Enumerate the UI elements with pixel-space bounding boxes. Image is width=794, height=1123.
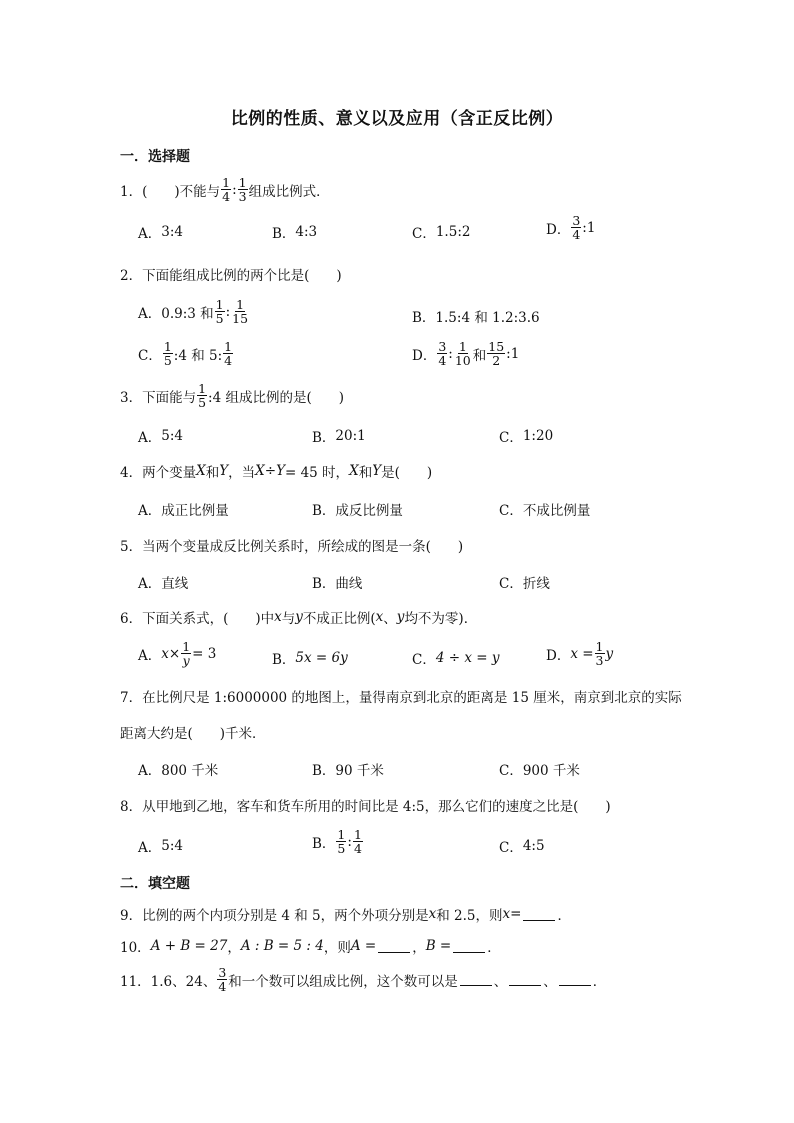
expression: y (605, 645, 614, 662)
option-text: 成正比例量 (161, 503, 229, 519)
fraction-denominator: 5 (198, 395, 207, 411)
variable: X (196, 463, 206, 479)
option-text: 5:4 (161, 838, 183, 854)
option-a[interactable] (138, 426, 183, 446)
variable: x (274, 609, 282, 625)
option-c[interactable] (412, 648, 499, 668)
colon: : (232, 181, 237, 198)
fraction (217, 966, 227, 993)
fraction-denominator: 15 (232, 311, 249, 327)
option-a[interactable] (138, 298, 250, 325)
question-text: ， (227, 940, 241, 956)
fraction (163, 340, 173, 367)
question-text: = (510, 906, 522, 922)
option-text: 900 千米 (522, 763, 580, 779)
fraction (197, 382, 207, 409)
fraction-denominator: y (182, 653, 190, 669)
option-label: B． (312, 763, 336, 779)
option-a[interactable] (138, 222, 183, 242)
fraction-denominator: 4 (224, 353, 233, 369)
option-text: 5x = 6y (295, 650, 348, 666)
option-c[interactable] (499, 759, 580, 779)
fraction-numerator: 3 (218, 965, 227, 980)
fraction (487, 340, 505, 367)
question-text: ． (487, 940, 501, 956)
option-c[interactable] (412, 222, 470, 242)
answer-blank[interactable] (460, 973, 492, 986)
answer-blank[interactable] (453, 940, 485, 953)
question-text: 6．下面关系式，( )中 (120, 611, 275, 627)
fraction-numerator: 1 (163, 339, 172, 354)
option-d[interactable] (546, 640, 613, 667)
variable: Y (219, 463, 229, 479)
option-b[interactable] (412, 306, 540, 326)
option-text: 1.5:2 (435, 224, 471, 240)
option-label: D． (412, 347, 437, 364)
question-number: 1． (120, 183, 143, 200)
option-text: 和 (472, 347, 487, 364)
fraction-numerator: 1 (182, 639, 191, 654)
option-text: 3:4 (161, 224, 183, 240)
option-label: A． (138, 647, 162, 664)
fraction-numerator: 1 (198, 381, 207, 396)
question-text: ． (557, 908, 571, 924)
question-text: ， (412, 940, 426, 956)
fraction (454, 340, 472, 367)
option-text: :4 和 5: (173, 347, 223, 364)
fraction-numerator: 1 (238, 175, 247, 190)
page-title: 比例的性质、意义以及应用（含正反比例） (230, 109, 564, 129)
option-c[interactable] (499, 836, 545, 856)
fraction-numerator: 1 (353, 827, 362, 842)
expression: A = (350, 938, 377, 954)
question-text: 组成比例式． (248, 183, 330, 200)
option-label: C． (499, 763, 523, 779)
fraction-numerator: 1 (215, 297, 224, 312)
section-heading-fill: 二．填空题 (120, 876, 190, 892)
question-7-line-2: 距离大约是( )千米． (120, 726, 266, 742)
question-text: 均不为零)． (404, 611, 478, 627)
option-a[interactable] (138, 572, 188, 592)
option-b[interactable] (312, 828, 364, 855)
question-text: ，当 (228, 465, 256, 481)
option-label: A． (138, 226, 162, 242)
variable: X (349, 463, 359, 479)
fraction (181, 640, 191, 667)
question-text: = 45 时， (284, 465, 350, 481)
option-text: 不成比例量 (522, 503, 591, 519)
option-label: C． (412, 652, 436, 668)
option-label: A． (138, 430, 162, 446)
option-b[interactable] (272, 648, 348, 668)
variable: Y (372, 463, 382, 479)
option-label: C． (499, 503, 523, 519)
option-label: C． (499, 840, 523, 856)
expression: B = (425, 938, 452, 954)
option-label: A． (138, 840, 162, 856)
fraction (571, 214, 581, 241)
fraction (353, 828, 363, 855)
option-label: C． (138, 347, 162, 364)
question-text: 和 2.5，则 (436, 908, 503, 924)
fraction-denominator: 5 (163, 353, 172, 369)
option-text: 4:5 (522, 838, 545, 854)
option-text: 曲线 (335, 576, 363, 592)
option-text: 4:3 (295, 224, 318, 240)
fraction (221, 176, 231, 203)
option-b[interactable] (312, 572, 362, 592)
variable: x (428, 906, 437, 922)
variable: y (295, 609, 303, 625)
section-heading-choice: 一．选择题 (120, 149, 190, 165)
fraction-numerator: 1 (458, 339, 467, 354)
option-a[interactable] (138, 836, 183, 856)
fraction-denominator: 10 (454, 353, 471, 369)
question-text: 和 (358, 465, 373, 481)
fraction-numerator: 1 (595, 639, 604, 654)
question-2: 2．下面能组成比例的两个比是( ) (120, 268, 342, 284)
variable: y (396, 609, 405, 625)
option-b[interactable] (272, 222, 317, 242)
fraction-numerator: 1 (236, 297, 245, 312)
answer-blank[interactable] (378, 940, 410, 953)
option-text: 0.9:3 和 (161, 305, 214, 322)
fraction-denominator: 4 (218, 979, 227, 995)
fraction-denominator: 4 (438, 353, 447, 369)
question-text: ，则 (323, 940, 351, 956)
question-text: 3．下面能与 (120, 389, 197, 406)
option-text: 4 ÷ x = y (435, 650, 500, 666)
question-4 (120, 461, 432, 481)
colon: : (225, 303, 231, 320)
expression: = 3 (192, 645, 217, 662)
expression: x = (570, 645, 594, 662)
question-text: 11．1.6、24、 (120, 973, 217, 990)
option-label: B． (412, 310, 436, 326)
option-text: :1 (506, 345, 520, 362)
option-text: 800 千米 (161, 763, 219, 779)
option-label: A． (138, 503, 162, 519)
question-text: 和 (205, 465, 220, 481)
answer-blank[interactable] (523, 908, 555, 921)
option-label: D． (546, 647, 571, 664)
option-text: 折线 (522, 576, 550, 592)
option-a[interactable] (138, 640, 216, 667)
fraction (437, 340, 447, 367)
fraction-denominator: 5 (337, 841, 346, 857)
fraction (231, 298, 249, 325)
fraction-denominator: 3 (595, 653, 604, 669)
fraction (223, 340, 233, 367)
option-label: A． (138, 305, 162, 322)
option-label: B． (272, 652, 296, 668)
option-label: B． (312, 576, 336, 592)
question-6 (120, 607, 477, 627)
option-d[interactable] (412, 340, 519, 367)
expression: x× (161, 645, 181, 662)
expression: X÷Y (255, 463, 285, 479)
question-text: :4 组成比例的是( ) (208, 389, 345, 406)
option-c[interactable] (138, 340, 234, 367)
option-label: C． (412, 226, 436, 242)
expression: A : B = 5 : 4 (240, 938, 324, 954)
fraction (595, 640, 605, 667)
question-text: 10． (120, 940, 151, 956)
option-text: 1:20 (522, 428, 554, 444)
option-label: B． (312, 835, 336, 852)
question-text: 4．两个变量 (120, 465, 197, 481)
question-text: 是( ) (381, 465, 433, 481)
option-label: A． (138, 576, 162, 592)
option-a[interactable] (138, 759, 218, 779)
option-label: C． (499, 576, 523, 592)
question-text: 和一个数可以组成比例，这个数可以是 (228, 973, 458, 990)
option-b[interactable] (312, 499, 403, 519)
option-d[interactable] (546, 214, 595, 241)
answer-paren: ( ) (142, 183, 180, 200)
option-label: B． (272, 226, 296, 242)
answer-blank[interactable] (559, 973, 591, 986)
option-label: C． (499, 430, 523, 446)
option-text: 5:4 (161, 428, 183, 444)
fraction-denominator: 5 (215, 311, 224, 327)
option-c[interactable] (499, 572, 550, 592)
question-5: 5．当两个变量成反比例关系时，所绘成的图是一条( ) (120, 539, 464, 555)
variable: x (375, 609, 384, 625)
option-b[interactable] (312, 426, 366, 446)
question-text: 、 (383, 611, 397, 627)
fraction-denominator: 4 (572, 227, 581, 243)
question-text: 9．比例的两个内项分别是 4 和 5，两个外项分别是 (120, 908, 429, 924)
question-11 (120, 966, 606, 993)
option-label: D． (546, 221, 571, 238)
colon: : (347, 833, 352, 850)
variable: x (502, 906, 511, 922)
question-9 (120, 904, 571, 924)
fraction-numerator: 3 (572, 213, 581, 228)
option-text: 90 千米 (335, 763, 384, 779)
fraction-denominator: 4 (222, 189, 231, 205)
fraction-denominator: 2 (492, 353, 501, 369)
question-1 (120, 176, 330, 203)
option-text: 1.5:4 和 1.2:3.6 (435, 310, 540, 326)
option-label: B． (312, 503, 336, 519)
answer-blank[interactable] (509, 973, 541, 986)
option-a[interactable] (138, 499, 229, 519)
question-10 (120, 936, 501, 956)
question-8: 8．从甲地到乙地，客车和货车所用的时间比是 4:5，那么它们的速度之比是( ) (120, 799, 611, 815)
question-text: 不能与 (179, 183, 221, 200)
fraction-numerator: 1 (222, 175, 231, 190)
separator: 、 (493, 973, 508, 990)
fraction-numerator: 1 (337, 827, 346, 842)
question-3 (120, 382, 344, 409)
option-text: 成反比例量 (335, 503, 403, 519)
question-text: 与 (281, 611, 296, 627)
separator: 、 (543, 973, 557, 990)
fraction-denominator: 3 (238, 189, 247, 205)
question-7-line-1: 7．在比例尺是 1:6000000 的地图上，量得南京到北京的距离是 15 厘米，南京到北京的实际 (120, 690, 682, 706)
option-text: :1 (582, 219, 596, 236)
fraction-numerator: 3 (438, 339, 447, 354)
question-text: ． (592, 973, 607, 990)
option-text: 直线 (161, 576, 189, 592)
option-text: 20:1 (335, 428, 366, 444)
question-text: 不成正比例( (302, 611, 376, 627)
option-label: B． (312, 430, 336, 446)
option-label: A． (138, 763, 162, 779)
option-b[interactable] (312, 759, 384, 779)
expression: A + B = 27 (150, 938, 228, 954)
fraction-numerator: 15 (488, 339, 505, 354)
fraction-denominator: 4 (353, 841, 362, 857)
fraction (336, 828, 346, 855)
option-c[interactable] (499, 426, 553, 446)
fraction (238, 176, 248, 203)
option-c[interactable] (499, 499, 590, 519)
fraction-numerator: 1 (224, 339, 233, 354)
fraction (215, 298, 225, 325)
colon: : (448, 345, 453, 362)
